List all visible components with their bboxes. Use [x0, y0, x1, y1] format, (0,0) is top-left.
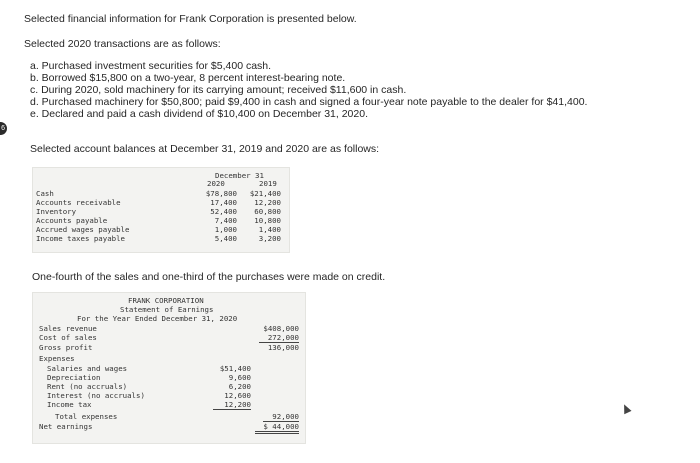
year-2019-header: 2019 — [259, 179, 277, 188]
total-expenses-label: Total expenses — [55, 412, 118, 421]
expense-label: Interest (no accruals) — [47, 391, 145, 400]
mouse-pointer-icon — [620, 403, 631, 415]
expense-value: 6,200 — [228, 382, 251, 391]
row-label: Cash — [36, 189, 54, 198]
expenses-label: Expenses — [39, 354, 75, 363]
expense-value: 9,600 — [228, 373, 251, 382]
row-label: Income taxes payable — [36, 234, 125, 243]
statement-period: For the Year Ended December 31, 2020 — [77, 314, 238, 323]
cogs-label: Cost of sales — [39, 333, 97, 342]
cogs-value: 272,000 — [259, 333, 299, 343]
expense-label: Income tax — [47, 400, 92, 409]
row-2020: $78,800 — [205, 189, 237, 198]
row-2019: 12,200 — [254, 198, 281, 207]
row-2020: 52,400 — [210, 207, 237, 216]
transaction-item: b. Borrowed $15,800 on a two-year, 8 percent interest-bearing note. — [30, 72, 346, 84]
transactions-heading: Selected 2020 transactions are as follows: — [24, 38, 221, 50]
row-label: Accrued wages payable — [36, 225, 130, 234]
december-header: December 31 — [215, 171, 264, 180]
gross-label: Gross profit — [39, 343, 93, 352]
row-2020: 5,400 — [214, 234, 237, 243]
intro-text: Selected financial information for Frank Corporation is presented below. — [24, 13, 357, 25]
sales-value: $408,000 — [263, 324, 299, 333]
row-2020: 1,000 — [214, 225, 237, 234]
balances-heading: Selected account balances at December 31, 2019 and 2020 are as follows: — [30, 143, 380, 155]
net-earnings-label: Net earnings — [39, 422, 93, 431]
transaction-item: c. During 2020, sold machinery for its carrying amount; received $11,600 in cash. — [30, 84, 407, 96]
expense-label: Depreciation — [47, 373, 101, 382]
year-2020-header: 2020 — [207, 179, 225, 188]
row-2019: 10,800 — [254, 216, 281, 225]
row-label: Inventory — [36, 207, 77, 216]
expense-label: Salaries and wages — [47, 364, 128, 373]
row-2019: 60,800 — [254, 207, 281, 216]
sales-label: Sales revenue — [39, 324, 97, 333]
expense-value: 12,200 — [213, 400, 251, 410]
transaction-item: d. Purchased machinery for $50,800; paid $9,400 in cash and signed a four-year note payable to the dealer for $41,400. — [30, 96, 588, 108]
account-balances-table — [32, 167, 290, 253]
row-label: Accounts receivable — [36, 198, 121, 207]
statement-title: Statement of Earnings — [120, 305, 214, 314]
expense-value: 12,600 — [224, 391, 251, 400]
row-2020: 17,400 — [210, 198, 237, 207]
statement-of-earnings — [32, 292, 306, 444]
row-label: Accounts payable — [36, 216, 108, 225]
expense-label: Rent (no accruals) — [47, 382, 128, 391]
credit-note: One-fourth of the sales and one-third of the purchases were made on credit. — [32, 271, 386, 283]
question-number-badge: 6 — [0, 122, 7, 135]
row-2019: $21,400 — [249, 189, 281, 198]
transaction-item: e. Declared and paid a cash dividend of $10,400 on December 31, 2020. — [30, 108, 368, 120]
company-name: FRANK CORPORATION — [128, 296, 204, 305]
net-earnings-value: $ 44,000 — [255, 422, 299, 434]
row-2020: 7,400 — [214, 216, 237, 225]
row-2019: 3,200 — [258, 234, 281, 243]
gross-value: 136,000 — [267, 343, 299, 352]
transaction-item: a. Purchased investment securities for $5,400 cash. — [30, 60, 272, 72]
row-2019: 1,400 — [258, 225, 281, 234]
total-expenses-value: 92,000 — [263, 412, 299, 422]
expense-value: $51,400 — [219, 364, 251, 373]
